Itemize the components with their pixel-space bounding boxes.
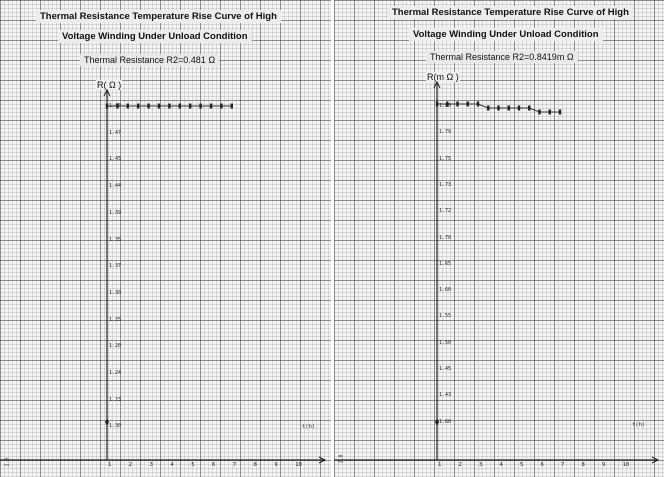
y-tick-label: 1.30	[109, 423, 122, 430]
y-tick-label: 1.45	[109, 156, 122, 163]
x-tick-label: 7	[561, 462, 565, 468]
chart-title-line2: Voltage Winding Under Unload Condition	[409, 28, 603, 41]
bottom-marker: 2.0	[4, 457, 11, 467]
data-point	[106, 104, 108, 109]
y-tick-label: 1.23	[109, 396, 122, 403]
data-point	[538, 110, 540, 115]
y-tick-label: 1.75	[439, 155, 452, 162]
x-tick-label: 9	[274, 462, 278, 468]
y-tick-label: 1.79	[439, 129, 452, 136]
y-tick-label: 1.73	[439, 181, 452, 188]
x-tick-label: 4	[499, 462, 503, 468]
chart-plot	[334, 0, 664, 477]
data-point	[559, 110, 561, 115]
data-point	[231, 104, 233, 109]
data-point	[508, 106, 510, 111]
x-tick-label: 3	[149, 462, 153, 468]
x-tick-label: 2	[458, 462, 462, 468]
y-tick-label: 1.45	[439, 366, 452, 372]
y-tick-label: 1.40	[109, 103, 122, 109]
y-tick-label: 1.50	[439, 339, 452, 346]
y-tick-label: 1.37	[109, 263, 122, 270]
y-tick-label: 1.80	[439, 103, 452, 109]
y-tick-label: 1.55	[439, 313, 452, 320]
y-tick-label: 1.47	[109, 129, 122, 136]
y-tick-label: 1.72	[439, 208, 452, 215]
data-point	[497, 106, 499, 111]
y-tick-label: 1.24	[109, 370, 122, 376]
x-tick-label: 9	[602, 462, 606, 468]
data-point	[179, 104, 181, 109]
data-point	[456, 102, 458, 107]
data-point	[199, 104, 201, 109]
y-tick-label: 1.30	[109, 289, 122, 296]
chart-subtitle: Thermal Resistance R2=0.481 Ω	[80, 54, 219, 66]
y-axis-label: R(m Ω )	[427, 72, 459, 82]
x-tick-label: 10	[622, 462, 630, 468]
x-tick-label: 5	[520, 462, 524, 468]
data-point	[168, 104, 170, 109]
x-tick-label: 1	[108, 462, 112, 468]
bottom-marker: 2.0	[338, 454, 345, 464]
y-tick-label: 1.60	[439, 287, 452, 294]
data-point	[528, 106, 530, 111]
x-tick-label: 4	[170, 462, 174, 468]
chart-title-line2: Voltage Winding Under Unload Condition	[58, 30, 252, 43]
chart-plot	[0, 0, 331, 477]
data-point	[137, 104, 139, 109]
x-tick-label: 5	[191, 462, 195, 468]
y-tick-label: 1.60	[439, 418, 452, 425]
x-tick-label: 1	[438, 462, 442, 468]
data-point	[189, 104, 191, 109]
y-axis-label: R( Ω )	[97, 80, 122, 90]
chart-panel-right	[334, 0, 664, 477]
chart-title-line1: Thermal Resistance Temperature Rise Curve of High	[388, 6, 633, 19]
y-tick-label: 1.44	[109, 183, 122, 190]
chart-subtitle: Thermal Resistance R2=0.8419m Ω	[426, 51, 578, 63]
x-axis-unit: t(h)	[632, 422, 646, 428]
data-point	[210, 104, 212, 109]
data-point	[158, 104, 160, 109]
data-point	[147, 104, 149, 109]
y-tick-label: 1.65	[439, 260, 452, 267]
x-tick-label: 8	[581, 462, 585, 468]
x-tick-label: 3	[479, 462, 483, 468]
y-tick-label: 1.39	[109, 209, 122, 216]
x-tick-label: 8	[253, 462, 257, 468]
y-tick-label: 1.70	[439, 234, 452, 241]
y-tick-label: 1.25	[109, 316, 122, 323]
data-point	[549, 110, 551, 115]
x-axis-unit: t(h)	[302, 424, 316, 430]
data-point	[220, 104, 222, 109]
x-tick-label: 10	[295, 462, 302, 468]
chart-title-line1: Thermal Resistance Temperature Rise Curve of High	[36, 10, 281, 23]
data-point	[467, 102, 469, 107]
x-tick-label: 2	[128, 462, 133, 468]
data-point	[436, 102, 438, 107]
data-point	[487, 106, 489, 111]
x-tick-label: 6	[540, 462, 544, 468]
x-tick-label: 6	[212, 462, 216, 468]
data-point	[477, 102, 479, 107]
y-tick-label: 1.35	[109, 236, 122, 243]
data-point	[127, 104, 129, 109]
x-tick-label: 7	[232, 462, 237, 468]
chart-panel-left	[0, 0, 331, 477]
data-point	[518, 106, 520, 111]
y-tick-label: 1.20	[109, 343, 122, 350]
y-tick-label: 1.43	[439, 392, 452, 399]
